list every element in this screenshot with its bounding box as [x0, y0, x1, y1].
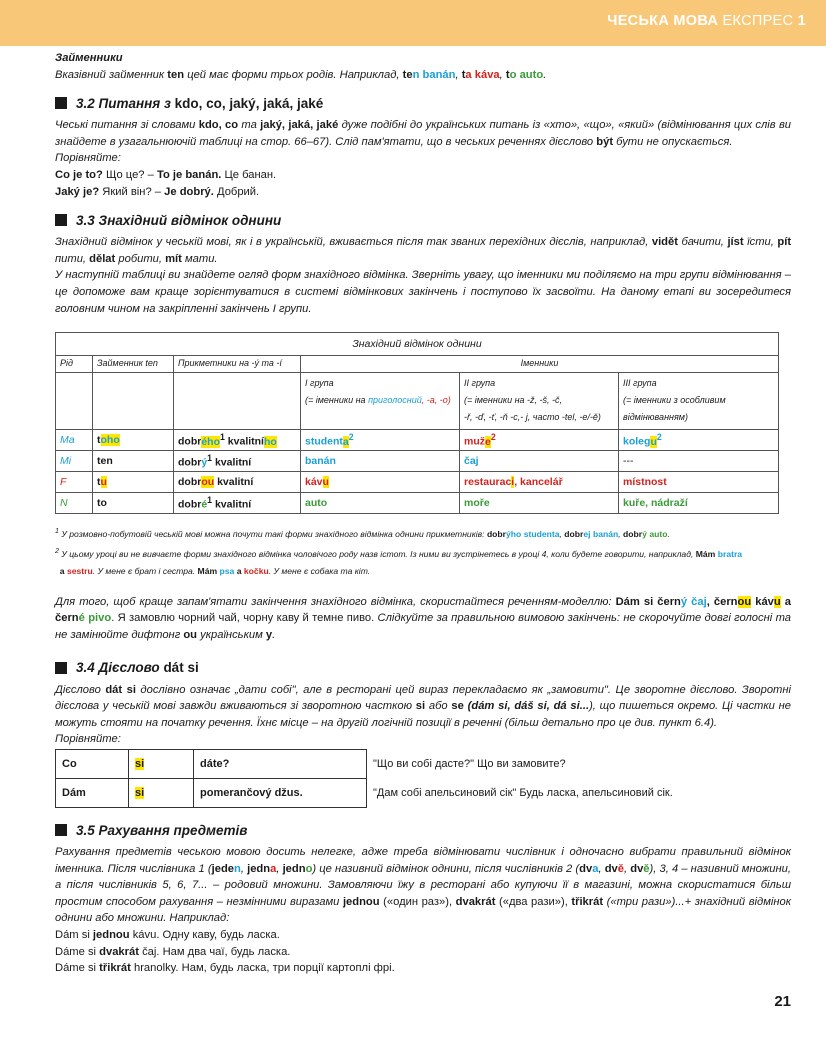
- col-header: Рід: [56, 356, 93, 373]
- pronouns-text: Вказівний займенник ten цей має форми трьох родів. Наприклад, ten banán, ta káva, to auto.: [55, 68, 547, 81]
- section-3-3-text-2: У наступній таблиці ви знайдете огляд форм знахідного відмінка. Зверніть увагу, що іменники ми поділяємо на три групи відмінювання – це допоможе вам краще зорієнтуватися в системі відмінкових закінчень і поступово їх засвоїти. На даному етапі ви зосередитеся головним чином на закріпленні закінчень І групи.: [55, 269, 791, 315]
- model-sentence-text: Для того, щоб краще запам'ятати закінчення знахідного відмінка, скористайтеся реченням-моделлю: Dám si černý čaj, černou kávu a černé pivo. Я замовлю чорний чай, чорну каву й темне пиво. Слідкуйте за правильною вимовою закінчень: не скорочуйте довгі голосні та не замінюйте дифтонг ou українським у.: [55, 595, 792, 642]
- accusative-table: [55, 332, 779, 514]
- section-3-4-text: Дієслово dát si дослівно означає „дати собі", але в ресторані цей вираз перекладаємо як „замовити". Це зворотне дієслово. Зворотні дієслова у чеській мові завжди вживаються зі зворотною часткою si або se (dám si, dáš si, dá si...), що пишеться окремо. Ці частки не можуть стояти на початку речення. Їхнє місце – на другій логічній позиції в реченні (більш детально про це див. пункт 6.4).: [55, 683, 792, 729]
- section-3-3-text: Знахідний відмінок у чеській мові, як і в українській, вживається після так званих перехідних дієслів, наприклад, vidět бачити, jíst їсти, pít пити, dělat робити, mít мати.: [55, 236, 792, 265]
- section-marker: [55, 97, 67, 109]
- col-header: Іменники: [301, 356, 779, 373]
- section-3-5-text: Рахування предметів чеською мовою досить нелегке, адже треба відмінювати числівник і одночасно вибрати правильний відмінок іменника. Після числівника 1 (jeden, jedna, jedno) це називний відмінок однини, після числівників 2 (dva, dvě, dvě), 3, 4 – називний множини, а після числівників 5, 6, 7... – родовий множини. Замовляючи їжу в ресторані або купуючи її в магазині, можна скористатися більш простим способом рахування – незмінними виразами jednou («один раз»), dvakrát («два рази»), třikrát («три рази»)...+ знахідний відмінок однини або множини. Наприклад:: [55, 846, 792, 925]
- col-header: Прикметники на -ý та -í: [174, 356, 301, 373]
- section-marker: [55, 662, 67, 674]
- table-row: Ma toho dobrého$^1$ kvalitního studenta$^2$ muže$^2$ kolegu$^2$: [56, 430, 779, 451]
- table-row: Dám si pomerančový džus. "Дам собі апельсиновий сік" Будь ласка, апельсиновий сік.: [56, 779, 679, 808]
- group-header: ІІ група (= іменники на -ž, -š, -č, -ř, -ď, -ť, -ň -c,- j, часто -tel, -e/-ě): [460, 373, 619, 430]
- header-bar: [0, 0, 826, 46]
- example-line: Co je to? Що це? – To je banán. Це банан.: [55, 168, 277, 181]
- table-caption: Знахідний відмінок однини: [56, 333, 779, 356]
- section-marker: [55, 214, 67, 226]
- example-line: Dám si jednou kávu. Одну каву, будь ласка.: [55, 928, 280, 941]
- group-header: І група (= іменники на приголосний, -a, -o): [301, 373, 460, 430]
- pronouns-heading: Займенники: [55, 52, 123, 64]
- table-row: Co si dáte? "Що ви собі дасте?" Що ви замовите?: [56, 750, 679, 779]
- section-3-2-heading: 3.2 Питання з kdo, co, jaký, jaká, jaké: [55, 93, 791, 113]
- table-row: F tu dobrou kvalitní kávu restauraci, kancelář místnost: [56, 472, 779, 493]
- compare-label: Порівняйте:: [55, 733, 121, 746]
- section-marker: [55, 824, 67, 836]
- page-number: 21: [774, 993, 791, 1010]
- table-row: Mi ten dobrý$^1$ kvalitní banán čaj ---: [56, 451, 779, 472]
- table-row: N to dobré$^1$ kvalitní auto moře kuře, nádraží: [56, 493, 779, 514]
- compare-label: Порівняйте:: [55, 152, 121, 165]
- book-title: ЧЕСЬКА МОВА ЕКСПРЕС 1: [607, 13, 806, 29]
- example-line: Dáme si třikrát hranolky. Нам, будь ласка, три порції картоплі фрі.: [55, 962, 395, 975]
- example-line: Dáme si dvakrát čaj. Нам два чаї, будь ласка.: [55, 945, 291, 958]
- example-line: Jaký je? Який він? – Je dobrý. Добрий.: [55, 185, 260, 198]
- section-3-4-heading: 3.4 Дієслово dát si: [55, 658, 791, 678]
- section-3-5-heading: 3.5 Рахування предметів: [55, 820, 791, 840]
- footnote-2: $^2$ У цьому уроці ви не вивчаєте форми знахідного відмінка чоловічого роду назв істот. Із ними ви зустрінетесь в уроці 4, коли будете говорити, наприклад, Mám bratra a sestru. У мене є брат і сестра. Mám psa a kočku. У мене є собака та кіт.: [55, 546, 743, 576]
- group-header: ІІІ група (= іменники з особливим відмінюванням): [619, 373, 779, 430]
- footnote-1: $^1$ У розмовно-побутовій чеській мові можна почути такі форми знахідного відмінка однини прикметників: dobrýho studenta, dobrej banán, dobrý auto.: [55, 527, 670, 539]
- section-3-2-text: Чеські питання зі словами kdo, co та jaký, jaká, jaké дуже подібні до українських питань із «хто», «що», «який» (відмінювання цих слів ви знайдете в узагальнюючій таблиці на стор. 66–67). Слід пам'ятати, що в чеських реченнях дієслово být бути не опускається.: [55, 119, 792, 148]
- col-header: Займенник ten: [93, 356, 174, 373]
- section-3-3-heading: 3.3 Знахідний відмінок однини: [55, 210, 791, 230]
- page-content: [55, 50, 791, 977]
- dat-si-table: [55, 749, 679, 808]
